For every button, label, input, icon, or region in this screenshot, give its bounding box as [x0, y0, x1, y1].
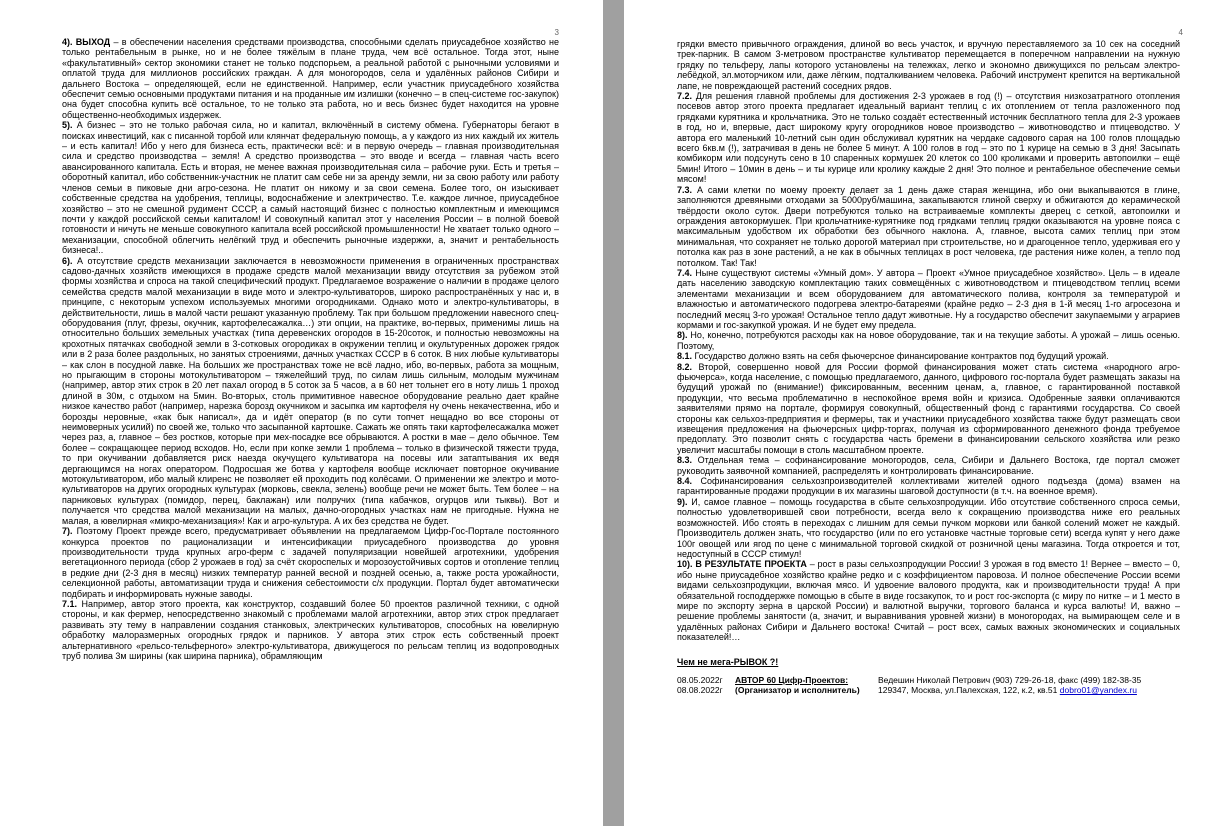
paragraph-text: Ныне существуют системы «Умный дом». У автора – Проект «Умное приусадебное хозяйство». Цель – в идеале дать населению заводскую комплектацию таких совмещённых с животноводством и птицеводством теплиц всеми элементами механизации и всем оборудованием для автоматического полива, контроля за температурой и влажностью и автоматического подогрева электро-батареями (крайне редко – 2-3 дня в 1-й месяц 1-го агросезона и последний месяц 3-го урожая! Остальное тепло дадут животные. Ну а государство обеспечит закупаемыми у аграриев кормами и гос-закупкой урожая. И не будет ему предела.	[677, 267, 1180, 330]
paragraph-text: Софинансирования сельхозпроизводителей коллективами жителей одного подъезда (дома) взамен на гарантированные продажи продукции в их магазины шаговой доступности (в т.ч. на военное время).	[677, 476, 1180, 497]
paragraph-lead: 7).	[62, 526, 73, 537]
paragraph-text: А сами клетки по моему проекту делает за 1 день даже старая женщина, ибо они выкапываются в глине, заполняются древяными отходами за 5000руб/машина, закапываются глиной сверху и обжигаются до керамической твёрдости около суток. Двери потребуются только на встраиваемые комплекты дверец с сеткой, автопоилки и ограждения автокормушек. При крольчатнике-курятнике под грядками теплиц грядки оказываются на уровне пояса с максимальным удобством их обработки без обычного наклона. А, главное, высота самих теплиц при этом минимальная, что сохраняет не только дорогой материал при строительстве, но и драгоценное тепло, удерживая его у потолка как раз в зоне растений, а не как в обычных теплицах в рост человека, где растения ниже колен, а тепло под потолком. Так! Так!	[677, 184, 1180, 268]
page-3	[0, 0, 603, 826]
paragraph-lead: 8.3.	[677, 455, 693, 466]
paragraph	[677, 497, 1180, 559]
paragraph-text: Поэтому Проект прежде всего, предусматривает объявлении на предлагаемом Цифр-Гос-Портале постоянного конкурса проектов по рационализации и интенсификации приусадебного производства до уровня производительности труда крупных агро-ферм с задачей популяризации новейшей агротехники, удобрения вегетационного периода (сбор 2 урожаев в год) за счёт скороспелых и морозоустойчивых сортов и отопление теплиц в редкие дни (2-3 дня в месяц) низких температур ранней весной и поздней осенью, а, также роста урожайности, селекционной работы, автоматизации труда и снижения себестоимости с/х продукции. Портал будет автоматически подбирать и информировать нужные заводы.	[62, 526, 559, 599]
paragraph	[677, 559, 1180, 642]
paragraph-lead: 7.4.	[677, 267, 693, 278]
paragraph-lead: 8.2.	[677, 361, 693, 372]
paragraph	[677, 91, 1180, 185]
paragraph-text: Отдельная тема – софинансирование моногородов, села, Сибири и Дальнего Востока, где портал сможет руководить заявочной компанией, распределять и контролировать финансирование.	[677, 455, 1180, 476]
paragraph-text: И, самое главное – помощь государства в сбыте сельхозпродукции. Ибо отсутствие собственного спроса семьи, полностью удовлетворившей свои потребности, всегда вело к сокращению производства ниже его реальных возможностей. Ибо стоять в переходах с лишним для семьи пучком моркови или банкой солений может не каждый. Производитель должен знать, что государство (или по его установке частные торговые сети) всегда купят у него даже 100г овощей или ягод по цене с минимальной торговой скидкой от розничной цены магазина. Тогда откроется и тот, недоступный в СССР стимул!	[677, 496, 1180, 559]
email-link[interactable]: dobro01@yandex.ru	[1059, 685, 1137, 696]
paragraph	[677, 476, 1180, 497]
date-2: 08.08.2022г	[677, 685, 723, 696]
author-block	[677, 675, 1180, 696]
page-body	[677, 39, 1180, 808]
paragraph	[62, 37, 559, 120]
paragraph	[677, 330, 1180, 351]
paragraph	[62, 256, 559, 527]
paragraph-text: грядки вместо привычного ограждения, длиной во весь участок, и вручную переставляемого за 10 сек на соседний трек-парник. В самом 3-метровом пространстве культиватор перемещается в поперечном направлении на нужную грядку по тельферу, лапы которого установлены на тележках, легко и экономно движущихся по рельсам электро-лебёдкой, эл.моторчиком или, даже лёгким, подталкиванием человека. Рабочий инструмент крепится на вертикальной лапе, не повреждающей растений соседних рядов.	[677, 39, 1180, 91]
paragraph	[677, 268, 1180, 330]
paragraph-text: А отсутствие средств механизации заключается в невозможности применения в ограниченных пространствах садово-дачных хозяйств имеющихся в продаже средств малой механизации ввиду отсутствия за рубежом этой формы хозяйства и спроса на такой специфический продукт. Предлагаемое возражение о наличии в продаже целого семейства средств малой механизации в виде мото и электро-культиваторов, широко распространённых у нас и, в принципе, с некоторым успехом используемых многими огородниками. Однако мото и электро-культиваторы, в действительности, лишь в малой части решают указанную проблему. Так при большом предложении навесного спец-оборудования (плуг, фрезы, окучник, картофелесажалка…) эти опции, на практике, во-первых, применимы лишь на относительно больших земельных участках (типа деревенских огородов в 15-20соток, и полностью невозможны на крохотных пятачках свободной земли в 3-сотковых огородиках в окружении теплиц и окультуренных дорожек грядок или в 2 раза более раздольных, но занятых строениями, дачных участках СССР в 6 соток. В них любые культиваторы – как слон в посудной лавке. На больших же пространствах тоже не всё ладно, ибо, во-первых, работа за мощным, но прыгающим в стороны мотокультиватором – тяжелейший труд, по силам лишь сильным, молодым мужчинам (например, автор этих строк в 20 лет пахал огород в 5 соток за 5 часов, а в 60 нет тольнет его в ноту лишь 1 проход длиной в 30м, с отдыхом на 5мин. Во-вторых, столь примитивное навесное оборудование реально дает крайне низкое качество работ (например, нарезка борозд окучником и засыпка им картофеля ну очень некачественна, ибо и борозды неровные, «как бык написал», да и идёт оператор (в по сути топчет нещадно во все стороны от неимоверных усилий) по своей же, только что засыпанной картошке. Сажать же опять таки картофелесажалка может через раз, а, главное – без ростков, которые при мех-посадке все обрываются. А ростки в мае – дело обычное. Тем более – сокращающее период всходов. Но, если при копке земли 1 проблема – только в физической тяжести труда, то при окучивании добавляется риск наезда окучущего культиватора на посевы или затаптывания их ведя дергающимся на ногах оператором. Подросшая же ботва у картофеля вообще исключает повторное окучивание мотокультиватором, ибо малый клиренс не позволяет ей проходить под колёсами. О применении же электро и мото-культиваторов на других огородных культурах (морковь, свекла, зелень) вообще речи не может быть. Тем более – на парниковых культурах (помидор, перец, баклажан) или полручих (типа кабачков, огурцов или тыквы). Вот и получается что средства малой механизации на малых, дачно-огородных участках нам не пригодные. Нужна не малая, а ювелирная «микро-механизация»! Как и агро-культура. А их без средства не будет.	[62, 255, 559, 526]
paragraph-lead: 7.2.	[677, 91, 693, 102]
page-4	[624, 0, 1227, 826]
paragraph-lead: 8.1.	[677, 351, 693, 362]
paragraph-lead: 6).	[62, 255, 73, 266]
paragraph-text: – рост в разы сельхозпродукции России! 3 урожая в год вместо 1! Вернее – вместо – 0, ибо ныне приусадебное хозяйство крайне редко и с коэффициентом паровоза. И полное обеспечение России всеми видами сельхозпродукции, включая мясо. И удвоение валового продукта, как и производительности труда! А при обязательной господдержке помощью в сбыте в виде госзакупок, то и рост гос-экспорта (с миру по нитке – и 1 место в мире по экспорту зерна в царской России) и валютной выручки, торгового баланса и курса валюты! И, важно – решение проблемы занятости (а, значит, и выравнивания уровней жизни) в моногородах, на вымирающем селе и в удалённых районах Сибири и Дальнего востока! Считай – рост всех, самых важных экономических и социальных показателей!…	[677, 559, 1180, 643]
author-address: 129347, Москва, ул.Палехская, 122, к.2, кв.51 dobro01@yandex.ru	[877, 685, 1137, 696]
paragraph	[677, 351, 1180, 361]
paragraph-text: Второй, совершенно новой для России формой финансирования может стать система «народного агро-фьючерса», когда население, с помощью предлагаемого, данного, цифрового гос-портала будет размещать заказы на будущий урожай по (внимание!) фиксированным, весенним ценам, а, главное, с гарантированной поставкой продукции, что весьма проблематично в неспокойное время войн и кризиса. Одобренные заявки оплачиваются заявителями прямо на портале, формируя совокупный, общественный фонд с гарантиями государства. Со своей стороны как сельхоз-предприятия и фермеры, так и участники приусадебного хозяйства также будут размещать свои извещения предложения на фьючерсных цифр-торгах, получая из сформированного денежного фонда требуемое предоплату. Это позволит снять с государства часть бремени в финансировании сельского хозяйства или резко увеличит масштабы помощи в столь масштабном проекте.	[677, 361, 1180, 455]
paragraph-text: Например, автор этого проекта, как конструктор, создавший более 50 проектов различной техники, с одной стороны, и как фермер, непосредственно знакомый с проблемами малой агротехники, автор этих строк предлагает развивать эту тему в направлении создания станковых, электрических культиваторов, способных на ювелирную обработку малоразмерных огородных грядок и парников. У автора этих строк есть собственный проект альтернативного «рельсо-тельферного» электро-культиватора, движущегося по рельсам теплиц из водопроводных труб полива 3м ширины (как ширина парника), обрамляющим	[62, 598, 559, 661]
paragraph	[62, 599, 559, 661]
author-role-2: (Организатор и исполнитель)	[735, 685, 860, 696]
paragraph	[677, 362, 1180, 456]
paragraph-text: Государство должно взять на себя фьючерсное финансирование контрактов под будущий урожай.	[692, 351, 1109, 362]
closing-line: Чем не мега-РЫВОК ?!	[677, 656, 779, 667]
paragraph-text: Для решения главной проблемы для достижения 2-3 урожаев в год (!) – отсутствия низкозатратного отопления посевов автор этого проекта предлагает идеальный вариант теплиц с их отоплением от тепла разложенного под грядками курятника и крольчатника. Это не только создаёт естественный источник бесплатного тепла для 2-3 урожаев в год, но и, впервые, даст широкому кругу огородников новое производство – животноводство и птицеводство. У автора его маленький 10-летний сын один обслуживал курятник на чердаке садового сарая на 100 голов площадью всего 6кв.м (!), затрачивая в день не более 5 минут. А 100 голов в год – это по 1 курице на семью в 3 дня! Засыпать комбикорм или подсунуть сено в 10 спаренных кормушек 20 клеток со 100 кроликами и проверить автопоилки – ещё 5мин! Итого – 10мин в день – и ты курице или кролику каждые 2 дня! Это полное и рентабельное обеспечение семьи мясом!	[677, 91, 1180, 185]
author-name-phone: Ведешин Николай Петрович (903) 729-26-18, факс (499) 182-38-35	[877, 674, 1142, 685]
paragraph	[677, 185, 1180, 268]
date-1: 08.05.2022г	[677, 674, 723, 685]
paragraph	[677, 39, 1180, 91]
paragraph-lead: 9).	[677, 496, 688, 507]
paragraph-lead: 4). ВЫХОД	[62, 37, 111, 47]
paragraph-text: – в обеспечении населения средствами производства, способными сделать приусадебное хозяйство не только рентабельным в рынке, но и не более тяжёлым в плане труда, чем всё остальное. Тогда этот, ныне «факультативный» сектор экономики станет не только подспорьем, а реальной работой с рыночными условиями и оплатой труда для миллионов российских граждан. А для моногородов, села и удалённых районов Сибири и дальнего Востока – определяющей, если не единственной. Например, если участник приусадебного хозяйства обеспечит семью основными продуктами питания и на проданные им излишки (конечно – в спец-системе гос-закупок) она будет способна купить всё остальное, то не только эта работа, но и весь бизнес будет находится на уровне общественно-необходимых издержек.	[62, 37, 559, 120]
page-number: 3	[554, 28, 559, 37]
paragraph	[62, 120, 559, 255]
paragraph-lead: 10). В РЕЗУЛЬТАТЕ ПРОЕКТА	[677, 559, 807, 570]
paragraph-lead: 7.1.	[62, 598, 78, 609]
paragraph-lead: 5).	[62, 120, 73, 131]
page-body	[62, 37, 559, 808]
paragraph-lead: 7.3.	[677, 184, 693, 195]
paragraph	[62, 526, 559, 599]
page-number: 4	[1178, 28, 1183, 37]
paragraph	[677, 455, 1180, 476]
paragraph-text: А бизнес – это не только рабочая сила, но и капитал, включённый в систему обмена. Губернаторы бегают в поисках инвестиций, как с писанной торбой или клянчат федеральную помощь, а у каждого из них каждый их житель – и есть капитал! Ибо у него для бизнеса есть, практически всё: и в первую очередь – главная производительная сила и средство производства – земля! А средство производства – это вводе и всегда – главная часть всего авансированного капитала. Есть и вторая, не менее важная производительная сила – рабочие руки. Есть и третья – оборотный капитал, ибо собственник-участник не платит сам себе ни за аренду земли, ни за свою работу или работу членов семьи в пиковые дни агро-сезона. Не платит он никому и за свои семена. Более того, он изыскивает собственные средства на удобрения, теплицы, водоснабжение и электричество. Т.е. каждое личное, приусадебное хозяйство – это не смешной рудимент СССР, а самый настоящий бизнес с полностью комплектным и имеющимся почти у каждой российской семьи капиталом! И совокупный капитал этот у населения России – в полной боевой готовности и ничуть не меньше совокупного капитала всей российской промышленности! Не хватает только одного – механизации, способной облегчить нелёгкий труд и обеспечить рыночные издержки, а, значит и рентабельность бизнеса!..	[62, 120, 559, 256]
author-role: АВТОР 60 Цифр-Проектов:	[735, 674, 849, 685]
paragraph-lead: 8).	[677, 330, 688, 341]
paragraph-lead: 8.4.	[677, 476, 693, 487]
paragraph-text: Но, конечно, потребуются расходы как на новое оборудование, так и на текущие заботы. А урожай – лишь осенью. Поэтому,	[677, 330, 1180, 351]
